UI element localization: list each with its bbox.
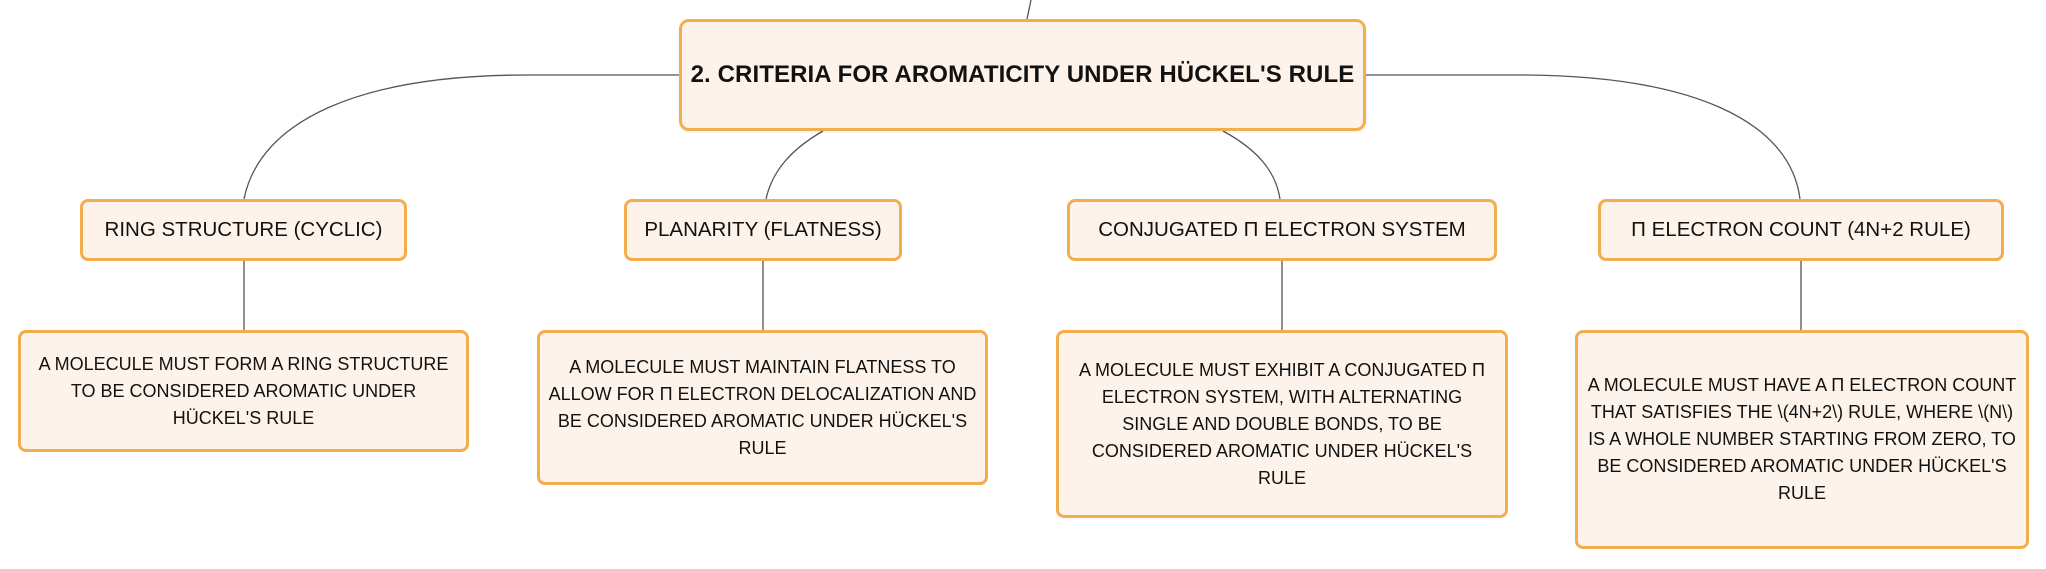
topic-label: CONJUGATED Π ELECTRON SYSTEM [1098, 218, 1466, 241]
connector-parent-to-root [1027, 0, 1031, 19]
topic-conjugated-pi-system[interactable] [1067, 199, 1497, 261]
detail-text: A MOLECULE MUST EXHIBIT A CONJUGATED Π ELECTRON SYSTEM, WITH ALTERNATING SINGLE AND DOUBLE BONDS, TO BE CONSIDERED AROMATIC UNDER HÜCKEL'S RULE [1078, 359, 1486, 488]
connector-root-to-conjugated [1223, 131, 1280, 199]
detail-text: A MOLECULE MUST MAINTAIN FLATNESS TO ALLOW FOR Π ELECTRON DELOCALIZATION AND BE CONSIDERED AROMATIC UNDER HÜCKEL'S RULE [548, 356, 977, 458]
topic-label: PLANARITY (FLATNESS) [644, 218, 882, 241]
detail-planarity[interactable] [537, 330, 988, 485]
topic-label: RING STRUCTURE (CYCLIC) [104, 218, 383, 241]
root-topic[interactable] [679, 19, 1366, 131]
topic-ring-structure[interactable] [80, 199, 407, 261]
root-title: 2. CRITERIA FOR AROMATICITY UNDER HÜCKEL'S RULE [690, 61, 1355, 88]
connector-root-to-ring [244, 75, 679, 199]
detail-text: A MOLECULE MUST HAVE A Π ELECTRON COUNT THAT SATISFIES THE \(4N+2\) RULE, WHERE \(N\) IS A WHOLE NUMBER STARTING FROM ZERO, TO BE CONSIDERED AROMATIC UNDER HÜCKEL'S RULE [1587, 375, 2017, 503]
topic-label: Π ELECTRON COUNT (4N+2 RULE) [1631, 218, 1971, 241]
topic-planarity[interactable] [624, 199, 902, 261]
connector-root-to-count [1366, 75, 1800, 199]
detail-ring-structure[interactable] [18, 330, 469, 452]
detail-conjugated-pi-system[interactable] [1056, 330, 1508, 518]
detail-pi-electron-count[interactable] [1575, 330, 2029, 549]
connector-root-to-planarity [766, 131, 823, 199]
topic-pi-electron-count[interactable] [1598, 199, 2004, 261]
detail-text: A MOLECULE MUST FORM A RING STRUCTURE TO BE CONSIDERED AROMATIC UNDER HÜCKEL'S RULE [38, 353, 449, 428]
